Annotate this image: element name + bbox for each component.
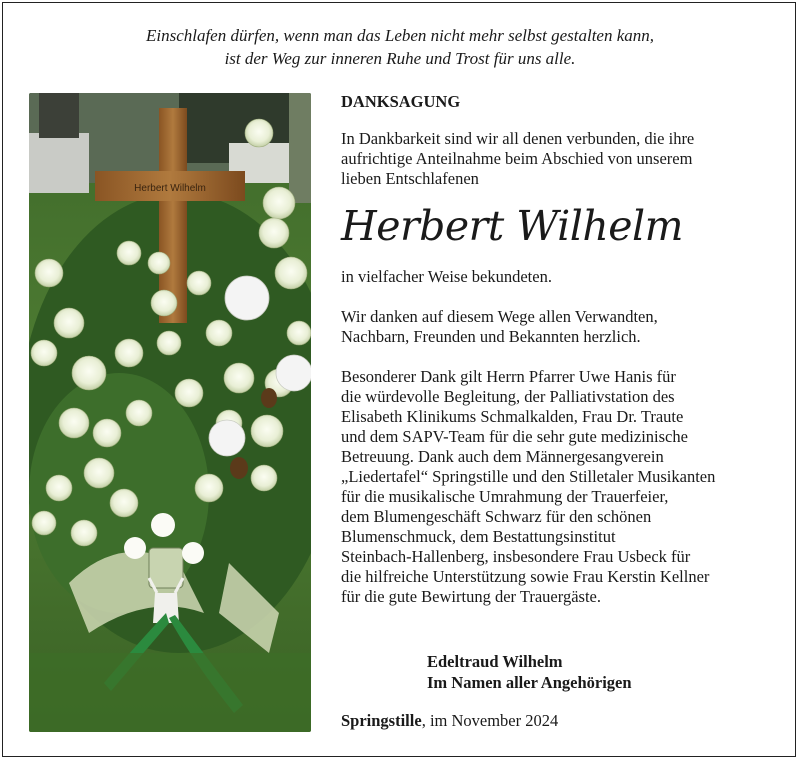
special-thanks-line: für die gute Bewirtung der Trauergäste. bbox=[341, 587, 601, 606]
special-thanks-line: Steinbach-Hallenberg, insbesondere Frau Usbeck für bbox=[341, 547, 691, 566]
grave-photo bbox=[29, 93, 311, 732]
intro-line: aufrichtige Anteilnahme beim Abschied von unserem bbox=[341, 149, 693, 168]
motto-line-2: ist der Weg zur inneren Ruhe und Trost für uns alle. bbox=[224, 49, 576, 68]
special-thanks-line: für die musikalische Umrahmung der Trauerfeier, bbox=[341, 487, 669, 506]
intro-paragraph bbox=[341, 129, 771, 189]
notice-text-column bbox=[341, 92, 771, 607]
notice-heading: DANKSAGUNG bbox=[341, 92, 461, 111]
deceased-name: Herbert Wilhelm bbox=[341, 202, 684, 250]
after-name-line: in vielfacher Weise bekundeten. bbox=[341, 267, 552, 286]
intro-line: lieben Entschlafenen bbox=[341, 169, 479, 188]
general-thanks-paragraph bbox=[341, 307, 771, 347]
special-thanks-paragraph bbox=[341, 367, 771, 607]
special-thanks-line: die würdevolle Begleitung, der Palliativstation des bbox=[341, 387, 675, 406]
special-thanks-line: „Liedertafel“ Springstille und den Stilletaler Musikanten bbox=[341, 467, 716, 486]
date-text: , im November 2024 bbox=[421, 711, 559, 730]
special-thanks-line: die hilfreiche Unterstützung sowie Frau Kerstin Kellner bbox=[341, 567, 710, 586]
intro-line: In Dankbarkeit sind wir all denen verbunden, die ihre bbox=[341, 129, 695, 148]
special-thanks-line: Blumenschmuck, dem Bestattungsinstitut bbox=[341, 527, 616, 546]
special-thanks-line: Elisabeth Klinikums Schmalkalden, Frau Dr. Traute bbox=[341, 407, 684, 426]
special-thanks-line: Besonderer Dank gilt Herrn Pfarrer Uwe Hanis für bbox=[341, 367, 676, 386]
special-thanks-line: Betreuung. Dank auch dem Männergesangverein bbox=[341, 447, 664, 466]
motto-line-1: Einschlafen dürfen, wenn man das Leben nicht mehr selbst gestalten kann, bbox=[145, 26, 655, 45]
general-thanks-line: Nachbarn, Freunden und Bekannten herzlich. bbox=[341, 327, 641, 346]
signature-name: Edeltraud Wilhelm bbox=[427, 652, 563, 671]
signature-subline: Im Namen aller Angehörigen bbox=[427, 673, 632, 692]
special-thanks-line: und dem SAPV-Team für die sehr gute medizinische bbox=[341, 427, 688, 446]
general-thanks-line: Wir danken auf diesem Wege allen Verwandten, bbox=[341, 307, 658, 326]
place-name: Springstille bbox=[341, 711, 422, 730]
special-thanks-line: dem Blumengeschäft Schwarz für den schönen bbox=[341, 507, 652, 526]
motto-quote bbox=[0, 24, 800, 70]
cross-inscription: Herbert Wilhelm bbox=[134, 183, 206, 194]
signature-block bbox=[427, 651, 632, 693]
place-date-line bbox=[341, 711, 558, 731]
